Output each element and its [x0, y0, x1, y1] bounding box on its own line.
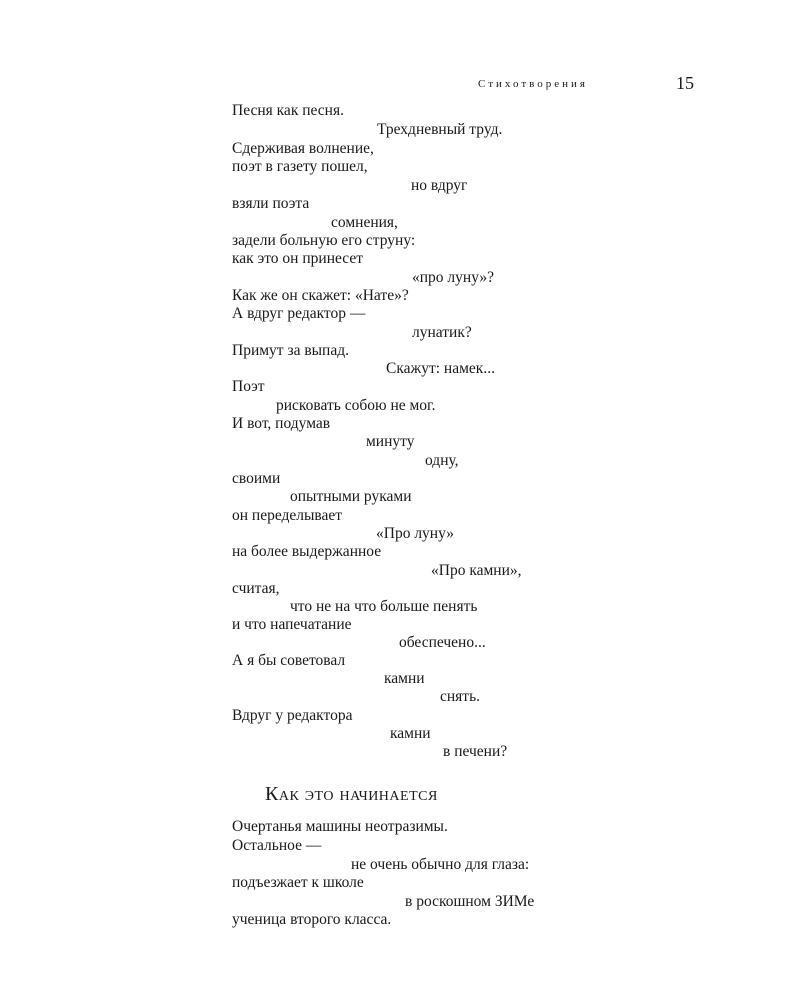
page-number: 15	[676, 73, 694, 93]
poem-line: он переделывает	[232, 507, 343, 524]
poem-line: на более выдержанное	[232, 543, 382, 560]
poem-line: и что напечатание	[232, 616, 352, 633]
poem-line: Очертанья машины неотразимы.	[232, 818, 448, 835]
poem-line: «Про камни»,	[431, 562, 522, 579]
poem-line: задели больную его струну:	[232, 232, 416, 249]
poem-line: как это он принесет	[232, 250, 363, 267]
poem-line: своими	[232, 470, 281, 487]
poem-line: Вдруг у редактора	[232, 707, 353, 724]
poem-title: Как это начинается	[265, 783, 438, 805]
poem-line: А вдруг редактор —	[232, 305, 366, 322]
poem-line: подъезжает к школе	[232, 874, 364, 891]
poem-line: рисковать собою не мог.	[276, 397, 436, 414]
poem-line: что не на что больше пенять	[290, 598, 478, 615]
poem-line: Скажут: намек...	[386, 360, 495, 377]
poem-line: но вдруг	[411, 177, 468, 194]
poem-line: не очень обычно для глаза:	[351, 856, 530, 873]
poem-line: снять.	[440, 688, 481, 705]
poem-line: камни	[384, 670, 425, 687]
poem-line: опытными руками	[290, 488, 412, 505]
poem-line: «Про луну»	[376, 525, 454, 542]
section-title: Стихотворения	[478, 78, 588, 90]
running-head	[0, 72, 800, 98]
poem-line: взяли поэта	[232, 195, 310, 212]
poem-line: Остальное —	[232, 837, 322, 854]
poem-line: минуту	[366, 433, 415, 450]
poem-line: сомнения,	[331, 214, 398, 231]
poem-line: ученица второго класса.	[232, 911, 392, 928]
poem-line: Как же он скажет: «Нате»?	[232, 287, 409, 304]
poem-line: в роскошном ЗИМе	[405, 893, 535, 910]
poem-line: Сдерживая волнение,	[232, 140, 374, 157]
poem-line: И вот, подумав	[232, 415, 331, 432]
poem-line: А я бы советовал	[232, 652, 346, 669]
poem-line: Поэт	[232, 378, 265, 395]
poem-line: Песня как песня.	[232, 102, 344, 119]
poem-line: камни	[390, 725, 431, 742]
poem-line: Примут за выпад.	[232, 342, 349, 359]
poem-line: «про луну»?	[412, 269, 494, 286]
poem-line: одну,	[425, 452, 459, 469]
poem-line: в печени?	[443, 743, 508, 760]
poem-line: поэт в газету пошел,	[232, 158, 368, 175]
poem-line: считая,	[232, 580, 280, 597]
poem-line: лунатик?	[412, 324, 472, 341]
poem-line: обеспечено...	[399, 634, 486, 651]
poem-line: Трехдневный труд.	[377, 121, 503, 138]
